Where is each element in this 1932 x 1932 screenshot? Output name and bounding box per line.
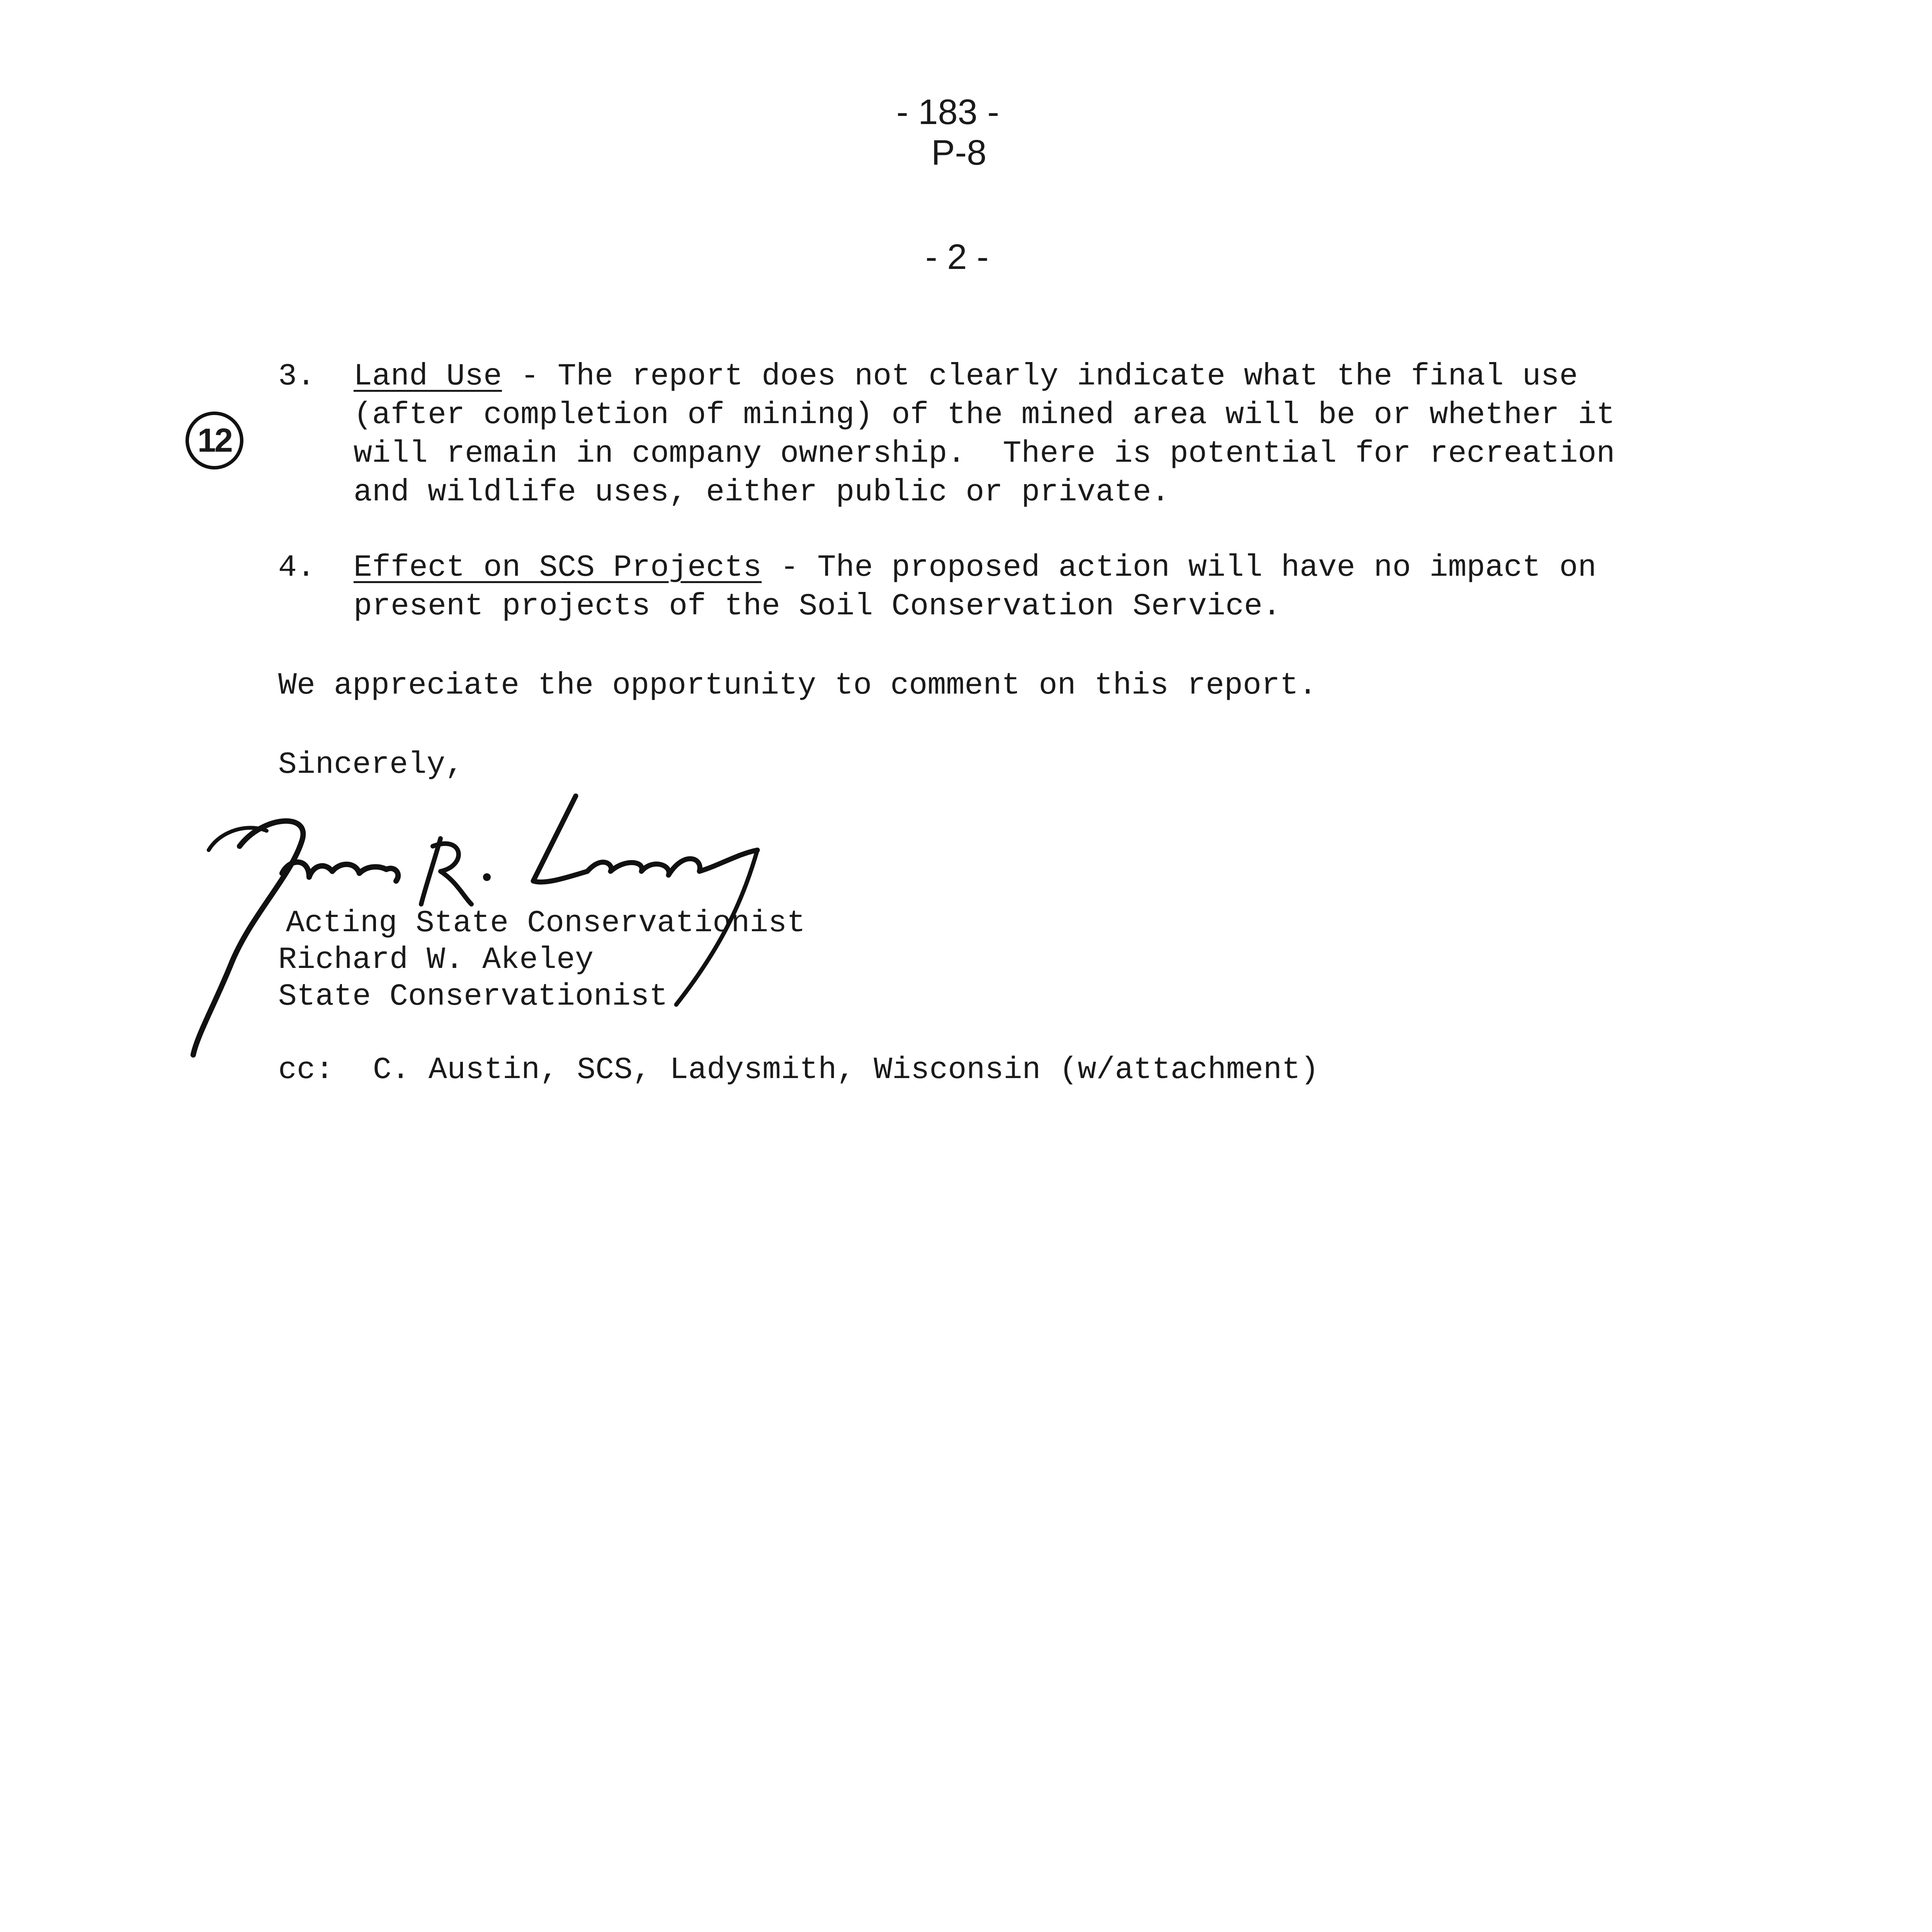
margin-comment-number xyxy=(185,412,243,469)
item-3-line-2: (after completion of mining) of the mined area will be or whether it xyxy=(354,398,1615,433)
salutation: Sincerely, xyxy=(278,747,464,782)
acting-title: Acting State Conservationist xyxy=(286,906,806,941)
page-code: P-8 xyxy=(931,133,987,172)
item-3-heading: Land Use xyxy=(354,359,502,394)
item-4-line-1: - The proposed action will have no impact on xyxy=(762,550,1597,585)
item-3-first-line xyxy=(354,357,1578,396)
item-3-number: 3. xyxy=(278,359,316,394)
item-4-line-2: present projects of the Soil Conservation Service. xyxy=(354,589,1281,624)
closing-sentence: We appreciate the opportunity to comment on this report. xyxy=(278,668,1317,703)
item-3-line-1: - The report does not clearly indicate what the final use xyxy=(502,359,1578,394)
cc-recipient: C. Austin, SCS, Ladysmith, Wisconsin (w/attachment) xyxy=(373,1053,1319,1088)
cc-label: cc: xyxy=(278,1053,334,1088)
signer-title: State Conservationist xyxy=(278,979,668,1014)
letter-page-number: - 2 - xyxy=(925,237,989,277)
signer-name: Richard W. Akeley xyxy=(278,942,594,978)
item-3-line-4: and wildlife uses, either public or private. xyxy=(354,475,1170,510)
page-number: - 183 - xyxy=(896,92,999,132)
item-4-heading: Effect on SCS Projects xyxy=(354,550,762,585)
margin-comment-label: 12 xyxy=(197,422,231,459)
handwritten-signature xyxy=(185,788,842,1066)
item-4-first-line xyxy=(354,549,1597,587)
item-4-number: 4. xyxy=(278,550,316,585)
item-3-line-3: will remain in company ownership. There is potential for recreation xyxy=(354,436,1615,471)
